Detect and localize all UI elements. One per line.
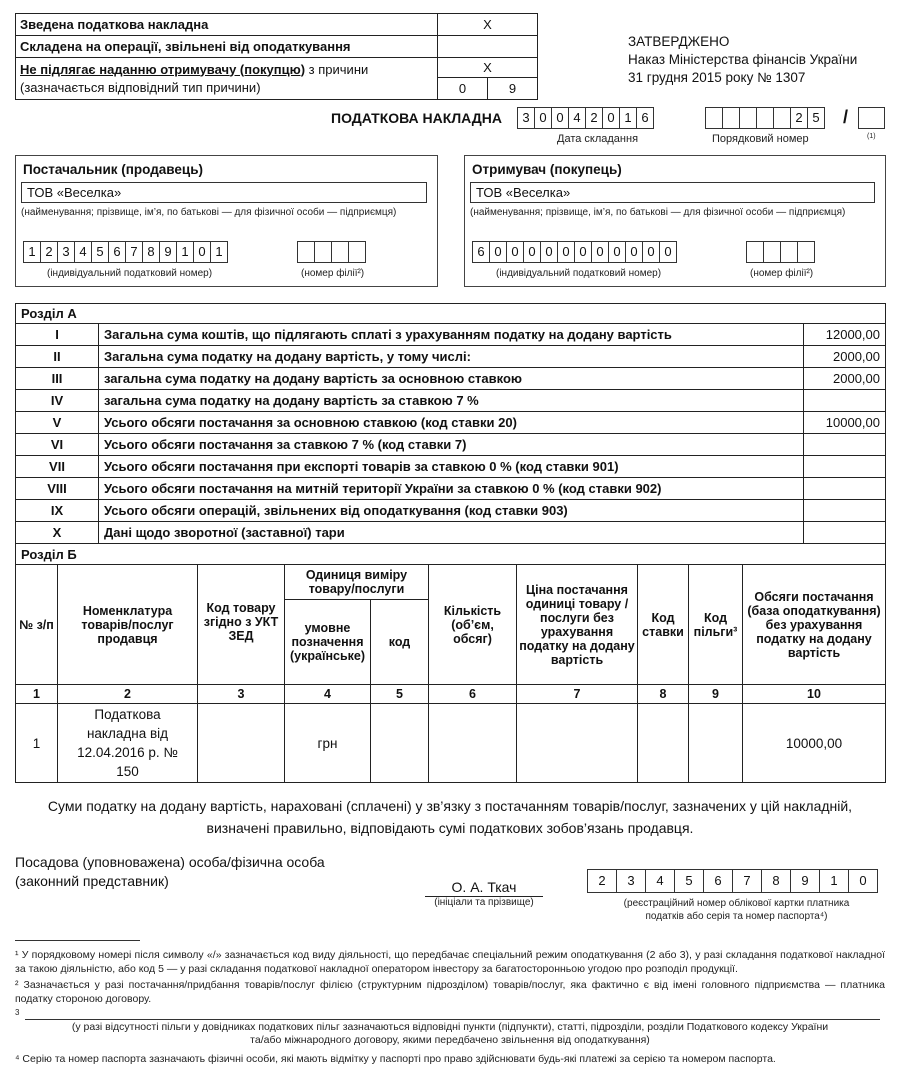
buyer-block [464, 155, 886, 287]
col-header-3: Код товару згідно з УКТ ЗЕД [198, 565, 285, 685]
col-number: 8 [638, 685, 689, 704]
branch-digit[interactable] [763, 241, 781, 263]
section-a-row [16, 456, 886, 478]
section-b-table [15, 564, 886, 783]
col-number: 9 [689, 685, 743, 704]
row-value[interactable] [804, 500, 886, 522]
col-header-9: Код пільги³ [689, 565, 743, 685]
exempt-operations-mark[interactable] [438, 36, 538, 58]
row-value[interactable] [804, 390, 886, 412]
section-a-title: Розділ А [16, 304, 886, 324]
ipn-digit[interactable]: 0 [506, 241, 524, 263]
ipn-digit[interactable]: 1 [210, 241, 228, 263]
row-text: Усього обсяги постачання за ставкою 7 % (код ставки 7) [99, 434, 804, 456]
footnote-4: ⁴ Серію та номер паспорта зазначають фізичні особи, які мають відмітку у паспорті про право здійснювати будь-які платежі за серією та номером паспорта. [15, 1053, 776, 1065]
branch-digit[interactable] [348, 241, 366, 263]
buyer-title: Отримувач (покупець) [472, 162, 622, 177]
row-value[interactable] [804, 522, 886, 544]
row-text: Усього обсяги постачання при експорті товарів за ставкою 0 % (код ставки 901) [99, 456, 804, 478]
unit-header: Одиниця виміру товару/послуги [285, 565, 429, 600]
col-number: 3 [198, 685, 285, 704]
date-digit[interactable]: 4 [568, 107, 586, 129]
section-a-row [16, 368, 886, 390]
col-number: 7 [517, 685, 638, 704]
number-caption: Порядковий номер [712, 133, 809, 145]
reason-digit-1[interactable]: 0 [438, 78, 488, 100]
number-slash: / [843, 107, 849, 127]
reg-number-cells[interactable] [587, 869, 877, 893]
ipn-digit[interactable]: 4 [74, 241, 92, 263]
footnote-2: ² Зазначається у разі постачання/придбання товарів/послуг філією (структурним підрозділом) товарів/послуг, яка фактично є від імені головного підприємства — платника податку стороною договору. [15, 979, 885, 1005]
item-rate-code[interactable] [638, 704, 689, 783]
ipn-digit[interactable]: 0 [608, 241, 626, 263]
row-number: II [16, 346, 99, 368]
row-number: IX [16, 500, 99, 522]
buyer-name-caption: (найменування; прізвище, ім’я, по батькові — для фізичної особи — підприємця) [470, 207, 846, 218]
footnote-3-line-2: та/або міжнародного договору, якими передбачено звільнення від оподаткування) [250, 1034, 650, 1046]
footnote-3-line [25, 1019, 880, 1020]
branch-digit[interactable] [297, 241, 315, 263]
section-a-row [16, 324, 886, 346]
reg-digit[interactable]: 4 [645, 869, 675, 893]
ipn-digit[interactable]: 6 [472, 241, 490, 263]
number-digit[interactable] [705, 107, 723, 129]
ipn-digit[interactable]: 0 [193, 241, 211, 263]
col-number: 10 [743, 685, 886, 704]
row-text: Усього обсяги постачання за основною ставкою (код ставки 20) [99, 412, 804, 434]
reg-digit[interactable]: 1 [819, 869, 849, 893]
section-a-row [16, 522, 886, 544]
supplier-block [15, 155, 438, 287]
section-a-row [16, 412, 886, 434]
footnote-3-mark: 3 [15, 1008, 20, 1017]
supplier-ipn-cells[interactable] [23, 241, 227, 263]
number-digit[interactable] [739, 107, 757, 129]
ipn-digit[interactable]: 0 [659, 241, 677, 263]
row-number: IV [16, 390, 99, 412]
reg-digit[interactable]: 9 [790, 869, 820, 893]
row-value[interactable] [804, 434, 886, 456]
ipn-digit[interactable]: 7 [125, 241, 143, 263]
reg-caption-line-1: (реєстраційний номер облікової картки платника [623, 898, 850, 909]
col-number: 2 [58, 685, 198, 704]
col-header-1: № з/п [16, 565, 58, 685]
signatory-line-2: (законний представник) [15, 873, 169, 889]
row-text: Загальна сума податку на додану вартість, у тому числі: [99, 346, 804, 368]
row-number: VI [16, 434, 99, 456]
buyer-branch-cells[interactable] [746, 241, 814, 263]
activity-code-cell[interactable] [858, 107, 885, 129]
section-a-row [16, 500, 886, 522]
not-provided-mark[interactable]: X [438, 58, 538, 78]
row-text: загальна сума податку на додану вартість за ставкою 7 % [99, 390, 804, 412]
supplier-branch-caption: (номер філії²) [301, 268, 365, 279]
date-digit[interactable]: 0 [534, 107, 552, 129]
number-cells[interactable] [705, 107, 824, 129]
invoice-type-table [15, 13, 538, 100]
reg-digit[interactable]: 2 [587, 869, 617, 893]
row-number: I [16, 324, 99, 346]
row-number: V [16, 412, 99, 434]
item-benefit-code[interactable] [689, 704, 743, 783]
date-digit[interactable]: 0 [551, 107, 569, 129]
reg-digit[interactable]: 7 [732, 869, 762, 893]
item-name[interactable]: Податкова накладна від 12.04.2016 р. № 150 [58, 704, 198, 783]
item-number[interactable]: 1 [16, 704, 58, 783]
consolidated-mark[interactable]: X [438, 14, 538, 36]
approval-line-2: Наказ Міністерства фінансів України [628, 52, 858, 67]
reg-digit[interactable]: 5 [674, 869, 704, 893]
buyer-branch-caption: (номер філії²) [750, 268, 814, 279]
ipn-digit[interactable]: 0 [540, 241, 558, 263]
signatory-line-1: Посадова (уповноважена) особа/фізична особа [15, 854, 325, 870]
number-digit[interactable]: 5 [807, 107, 825, 129]
signatory-name[interactable]: О. А. Ткач [425, 879, 543, 897]
section-b-title: Розділ Б [16, 544, 886, 565]
not-provided-suffix: з причини [305, 61, 369, 77]
reason-digit-2[interactable]: 9 [488, 78, 538, 100]
col-header-8: Код ставки [638, 565, 689, 685]
date-caption: Дата складання [557, 133, 639, 145]
column-number-row [16, 685, 886, 704]
row-value[interactable]: 2000,00 [804, 346, 886, 368]
supplier-name-field[interactable]: ТОВ «Веселка» [21, 182, 427, 203]
reg-number-caption [587, 897, 886, 923]
col-header-4: умовне позначення (українське) [285, 600, 371, 685]
row-value[interactable]: 2000,00 [804, 368, 886, 390]
ipn-digit[interactable]: 1 [176, 241, 194, 263]
date-digit[interactable]: 0 [602, 107, 620, 129]
section-a-row [16, 434, 886, 456]
branch-digit[interactable] [314, 241, 332, 263]
item-unit[interactable]: грн [285, 704, 371, 783]
activity-code-cells[interactable] [858, 107, 884, 129]
item-unit-code[interactable] [371, 704, 429, 783]
item-quantity[interactable] [429, 704, 517, 783]
reg-digit[interactable]: 3 [616, 869, 646, 893]
approval-line-1: ЗАТВЕРДЖЕНО [628, 34, 730, 49]
item-uktzed[interactable] [198, 704, 285, 783]
date-digit[interactable]: 1 [619, 107, 637, 129]
statement-line-1: Суми податку на додану вартість, нараховані (сплачені) у зв’язку з постачанням товарів/послуг, зазначених у цій накладній, [47, 798, 853, 814]
branch-digit[interactable] [746, 241, 764, 263]
section-a-table [15, 303, 886, 565]
signatory-label [15, 853, 325, 891]
col-header-6: Кількість (об’єм, обсяг) [429, 565, 517, 685]
col-header-10: Обсяги постачання (база оподаткування) без урахування податку на додану вартість [743, 565, 886, 685]
ipn-digit[interactable]: 0 [557, 241, 575, 263]
branch-digit[interactable] [780, 241, 798, 263]
row-text: Загальна сума коштів, що підлягають сплаті з урахуванням податку на додану вартість [99, 324, 804, 346]
statement-line-2: визначені правильно, відповідають сумі податкових зобов’язань продавця. [206, 820, 694, 836]
buyer-ipn-caption: (індивідуальний податковий номер) [496, 268, 662, 279]
reg-digit[interactable]: 8 [761, 869, 791, 893]
supplier-title: Постачальник (продавець) [23, 162, 204, 177]
date-cells[interactable] [517, 107, 653, 129]
row-text: Усього обсяги постачання на митній території України за ставкою 0 % (код ставки 902) [99, 478, 804, 500]
row-value[interactable] [804, 478, 886, 500]
col-header-5: код [371, 600, 429, 685]
not-provided-sub: (зазначається відповідний тип причини) [20, 79, 261, 95]
ipn-digit[interactable]: 0 [523, 241, 541, 263]
supplier-name-caption: (найменування; прізвище, ім’я, по батькові — для фізичної особи — підприємця) [21, 207, 397, 218]
col-number: 1 [16, 685, 58, 704]
row-number: III [16, 368, 99, 390]
number-footnote-ref: (1) [867, 133, 876, 140]
ipn-digit[interactable]: 0 [642, 241, 660, 263]
table-row [16, 704, 886, 783]
approval-block [628, 33, 857, 87]
number-digit[interactable] [722, 107, 740, 129]
ipn-digit[interactable]: 0 [625, 241, 643, 263]
reg-digit[interactable]: 6 [703, 869, 733, 893]
supplier-branch-cells[interactable] [297, 241, 365, 263]
exempt-operations-label: Складена на операції, звільнені від оподаткування [16, 36, 438, 58]
not-provided-cell [16, 58, 438, 100]
row-text: Усього обсяги операцій, звільнених від оподаткування (код ставки 903) [99, 500, 804, 522]
ipn-digit[interactable]: 9 [159, 241, 177, 263]
buyer-ipn-cells[interactable] [472, 241, 676, 263]
section-a-row [16, 478, 886, 500]
row-value[interactable]: 12000,00 [804, 324, 886, 346]
number-digit[interactable]: 2 [790, 107, 808, 129]
number-digit[interactable] [756, 107, 774, 129]
ipn-digit[interactable]: 0 [489, 241, 507, 263]
col-number: 5 [371, 685, 429, 704]
row-number: VII [16, 456, 99, 478]
footnote-3 [15, 1021, 885, 1047]
section-a-row [16, 390, 886, 412]
branch-digit[interactable] [331, 241, 349, 263]
ipn-digit[interactable]: 2 [40, 241, 58, 263]
row-text: Дані щодо зворотної (заставної) тари [99, 522, 804, 544]
row-text: загальна сума податку на додану вартість за основною ставкою [99, 368, 804, 390]
col-number: 6 [429, 685, 517, 704]
branch-digit[interactable] [797, 241, 815, 263]
ipn-digit[interactable]: 0 [591, 241, 609, 263]
col-header-2: Номенклатура товарів/послуг продавця [58, 565, 198, 685]
footnote-1: ¹ У порядковому номері після символу «/» зазначається код виду діяльності, що передбачає спеціальний режим оподаткування (2 або 3), у разі складання податкової накладної за такою діяльністю, або код 5 — у разі складання податкової накладної оператором інвестору за багатосторонньою угодою про розподіл продукції. [15, 949, 885, 975]
statement [15, 795, 885, 839]
row-number: VIII [16, 478, 99, 500]
reg-digit[interactable]: 0 [848, 869, 878, 893]
ipn-digit[interactable]: 0 [574, 241, 592, 263]
row-number: X [16, 522, 99, 544]
col-header-7: Ціна постачання одиниці товару / послуги без урахування податку на додану вартість [517, 565, 638, 685]
footnote-3-line-1: (у разі відсутності пільги у довідниках податкових пільг зазначаються відповідні пункти (підпункти), статті, підрозділи, розділи Податкового кодексу України [71, 1021, 829, 1033]
date-digit[interactable]: 6 [636, 107, 654, 129]
number-digit[interactable] [773, 107, 791, 129]
approval-line-3: 31 грудня 2015 року № 1307 [628, 70, 806, 85]
item-price[interactable] [517, 704, 638, 783]
not-provided-label: Не підлягає наданню отримувачу (покупцю) [20, 61, 306, 77]
invoice-title: ПОДАТКОВА НАКЛАДНА [331, 110, 502, 126]
col-number: 4 [285, 685, 371, 704]
buyer-name-field[interactable]: ТОВ «Веселка» [470, 182, 875, 203]
reg-caption-line-2: податків або серія та номер паспорта⁴) [645, 911, 828, 922]
ipn-digit[interactable]: 3 [57, 241, 75, 263]
ipn-digit[interactable]: 8 [142, 241, 160, 263]
ipn-digit[interactable]: 5 [91, 241, 109, 263]
ipn-digit[interactable]: 1 [23, 241, 41, 263]
row-value[interactable] [804, 456, 886, 478]
section-a-row [16, 346, 886, 368]
date-digit[interactable]: 2 [585, 107, 603, 129]
signatory-name-caption: (ініціали та прізвище) [434, 897, 534, 908]
item-amount[interactable]: 10000,00 [743, 704, 886, 783]
footnote-divider [15, 940, 140, 941]
row-value[interactable]: 10000,00 [804, 412, 886, 434]
supplier-ipn-caption: (індивідуальний податковий номер) [47, 268, 213, 279]
ipn-digit[interactable]: 6 [108, 241, 126, 263]
date-digit[interactable]: 3 [517, 107, 535, 129]
consolidated-label: Зведена податкова накладна [16, 14, 438, 36]
